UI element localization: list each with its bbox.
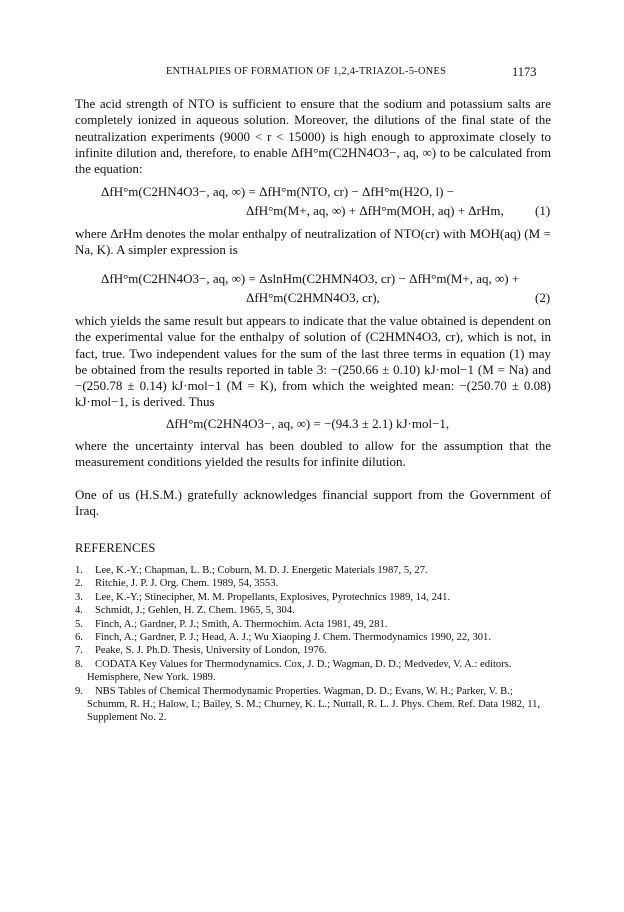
paragraph-4-text: where the uncertainty interval has been doubled to allow for the assumption that the measurement conditions yielded the results for infinite dilution. — [75, 438, 551, 470]
reference-text: NBS Tables of Chemical Thermodynamic Properties. Wagman, D. D.; Evans, W. H.; Parker, V. B.; Schumm, R. H.; Halow, I.; Bailey, S. M.; Churney, K. L.; Nuttall, R. L. J. Phys. Chem. Ref. Data 1982, 11, Supplement No. 2. — [87, 685, 541, 724]
equation-1-line-1: ΔfH°m(C2HN4O3−, aq, ∞) = ΔfH°m(NTO, cr) − ΔfH°m(H2O, l) − — [101, 184, 455, 199]
reference-text: Lee, K.-Y.; Chapman, L. B.; Coburn, M. D. J. Energetic Materials 1987, 5, 27. — [95, 565, 428, 576]
acknowledgement-text: One of us (H.S.M.) gratefully acknowledges financial support from the Government of Iraq. — [75, 487, 551, 519]
paragraph-3-text: which yields the same result but appears to indicate that the value obtained is dependent on the experimental value for the enthalpy of solution of (C2HMN4O3, cr), which is not, in fact, true. Two independent values for the sum of the last three terms in equation (1) may be obtained from the results reported in table 3: −(250.66 ± 0.10) kJ·mol−1 (M = Na) and −(250.78 ± 0.14) kJ·mol−1 (M = K), from which the weighted mean: −(250.70 ± 0.08) kJ·mol−1, is derived. Thus — [75, 313, 551, 410]
running-header — [0, 66, 624, 82]
reference-number: 9. — [75, 685, 83, 697]
paragraph-uncertainty — [75, 438, 551, 471]
reference-item — [75, 564, 555, 577]
paragraph-1-text: The acid strength of NTO is sufficient to ensure that the sodium and potassium salts are completely ionized in aqueous solution. Moreover, the dilutions of the final state of the neutralization experiments (9000 < r < 15000) is high enough to approximate closely to infinite dilution and, therefore, to enable ΔfH°m(C2HN4O3−, aq, ∞) to be calculated from the equation: — [75, 96, 551, 177]
reference-number: 5. — [75, 618, 83, 630]
reference-number: 4. — [75, 605, 83, 617]
reference-item — [75, 591, 555, 604]
equation-2-number: (2) — [535, 290, 551, 305]
reference-text: Lee, K.-Y.; Stinecipher, M. M. Propellants, Explosives, Pyrotechnics 1989, 14, 241. — [95, 591, 451, 603]
reference-item — [75, 685, 555, 725]
reference-item — [75, 604, 555, 617]
equation-2-line-1: ΔfH°m(C2HN4O3−, aq, ∞) = ΔslnHm(C2HMN4O3, cr) − ΔfH°m(M+, aq, ∞) + — [101, 271, 520, 286]
reference-number: 8. — [75, 658, 83, 670]
paragraph-independent-values — [75, 313, 551, 411]
page-number: 1173 — [512, 65, 537, 79]
acknowledgement — [75, 487, 551, 520]
running-title: ENTHALPIES OF FORMATION OF 1,2,4-TRIAZOL-5-ONES — [166, 66, 447, 77]
reference-number: 1. — [75, 565, 83, 576]
equation-1-number: (1) — [535, 203, 551, 218]
references-heading: REFERENCES — [75, 541, 156, 555]
reference-text: Finch, A.; Gardner, P. J.; Smith, A. Thermochim. Acta 1981, 49, 281. — [95, 618, 388, 630]
reference-item — [75, 644, 555, 657]
references-list — [75, 564, 555, 725]
equation-3: ΔfH°m(C2HN4O3−, aq, ∞) = −(94.3 ± 2.1) kJ·mol−1, — [166, 416, 450, 431]
reference-text: Finch, A.; Gardner, P. J.; Head, A. J.; Wu Xiaoping J. Chem. Thermodynamics 1990, 22, 301. — [95, 632, 491, 644]
equation-1-line-2: ΔfH°m(M+, aq, ∞) + ΔfH°m(MOH, aq) + ΔrHm, — [246, 203, 504, 218]
reference-item — [75, 577, 555, 590]
reference-number: 3. — [75, 591, 83, 603]
paragraph-neutralization — [75, 226, 551, 259]
reference-number: 2. — [75, 578, 83, 590]
reference-item — [75, 618, 555, 631]
reference-text: Peake, S. J. Ph.D. Thesis, University of London, 1976. — [95, 645, 327, 657]
reference-text: Schmidt, J.; Gehlen, H. Z. Chem. 1965, 5, 304. — [95, 605, 295, 617]
reference-text: CODATA Key Values for Thermodynamics. Cox, J. D.; Wagman, D. D.; Medvedev, V. A.: editors. Hemisphere, New York. 1989. — [87, 658, 512, 684]
paragraph-acid-strength — [75, 96, 551, 177]
paragraph-2-text: where ΔrHm denotes the molar enthalpy of neutralization of NTO(cr) with MOH(aq) (M = Na, K). A simpler expression is — [75, 226, 551, 258]
reference-number: 6. — [75, 632, 83, 644]
reference-text: Ritchie, J. P. J. Org. Chem. 1989, 54, 3553. — [95, 578, 279, 590]
reference-number: 7. — [75, 645, 83, 657]
reference-item — [75, 631, 555, 644]
equation-2-line-2: ΔfH°m(C2HMN4O3, cr), — [246, 290, 380, 305]
reference-item — [75, 658, 555, 685]
